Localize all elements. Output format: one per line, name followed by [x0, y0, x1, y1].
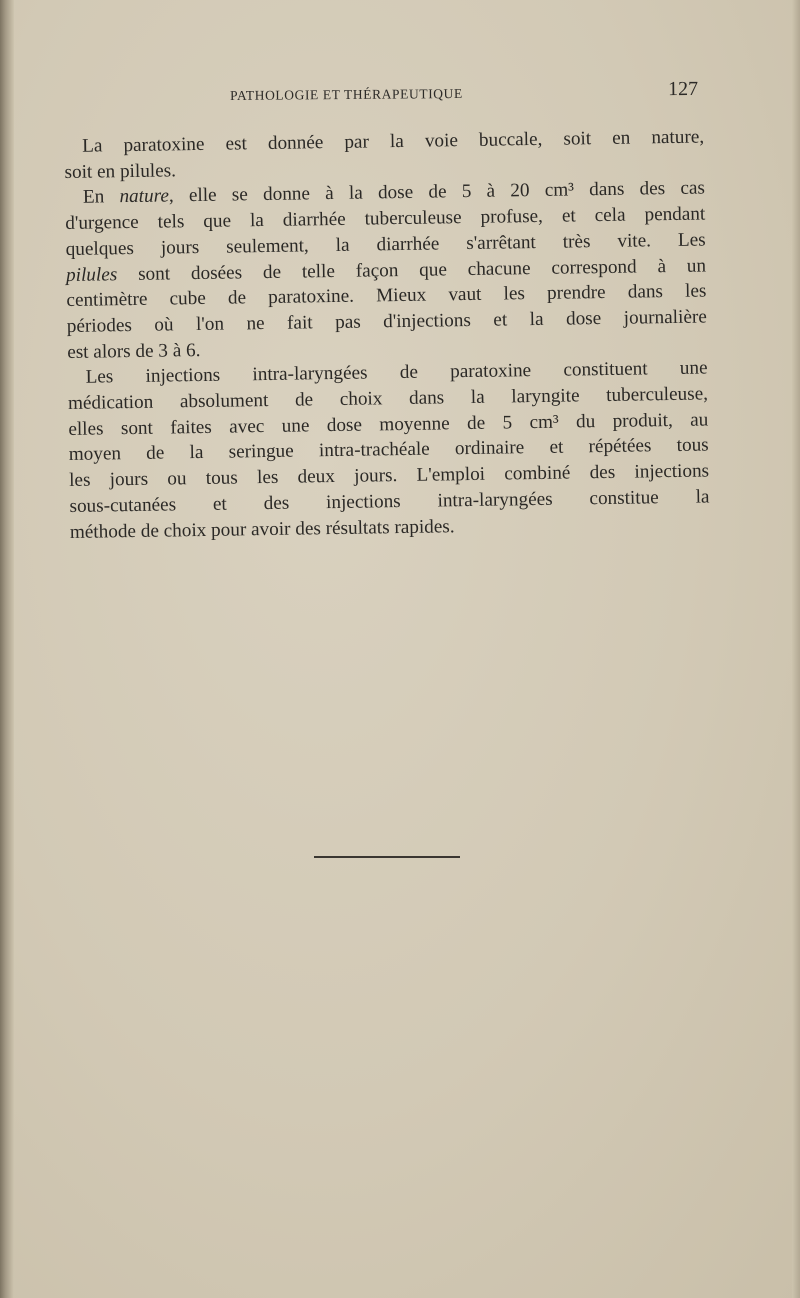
text-line: pilules sont dosées de telle façon que chacune correspond à un	[65, 255, 707, 286]
text-line: elles sont faites avec une dose moyenne de 5 cm³ du produit, au	[68, 409, 709, 440]
page-number: 127	[667, 77, 699, 101]
text-line: les jours ou tous les deux jours. L'emploi combiné des injections	[68, 460, 710, 492]
running-head: PATHOLOGIE ET THÉRAPEUTIQUE	[230, 85, 463, 103]
italic-term: pilules	[65, 263, 118, 286]
text-line: La paratoxine est donnée par la voie buccale, soit en nature,	[82, 126, 705, 157]
page-header	[230, 78, 710, 108]
text-line: centimètre cube de paratoxine. Mieux vaut les prendre dans les	[66, 280, 707, 312]
text-line: moyen de la seringue intra-trachéale ordinaire et répétées tous	[68, 434, 709, 466]
text-line: En nature, elle se donne à la dose de 5 à 20 cm³ dans des cas	[82, 177, 706, 209]
text-line: méthode de choix pour avoir des résultats rapides.	[69, 515, 455, 543]
text-line: médication absolument de choix dans la laryngite tuberculeuse,	[67, 383, 709, 415]
body-text	[64, 125, 710, 546]
text-line: quelques jours seulement, la diarrhée s'arrêtant très vite. Les	[65, 229, 706, 260]
text-line: soit en pilules.	[64, 160, 177, 183]
text-line: périodes où l'on ne fait pas d'injections et la dose journalière	[66, 306, 707, 337]
text-line: est alors de 3 à 6.	[67, 339, 201, 363]
italic-term: nature	[119, 185, 170, 208]
text-line: Les injections intra-laryngées de paratoxine constituent une	[85, 357, 708, 389]
section-end-rule	[314, 856, 460, 858]
text-line: d'urgence tels que la diarrhée tuberculeuse profuse, et cela pendant	[65, 203, 706, 235]
page-right-edge	[792, 0, 800, 1298]
page-binding-edge	[0, 0, 14, 1298]
text-line: sous-cutanées et des injections intra-laryngées constitue la	[69, 486, 710, 517]
